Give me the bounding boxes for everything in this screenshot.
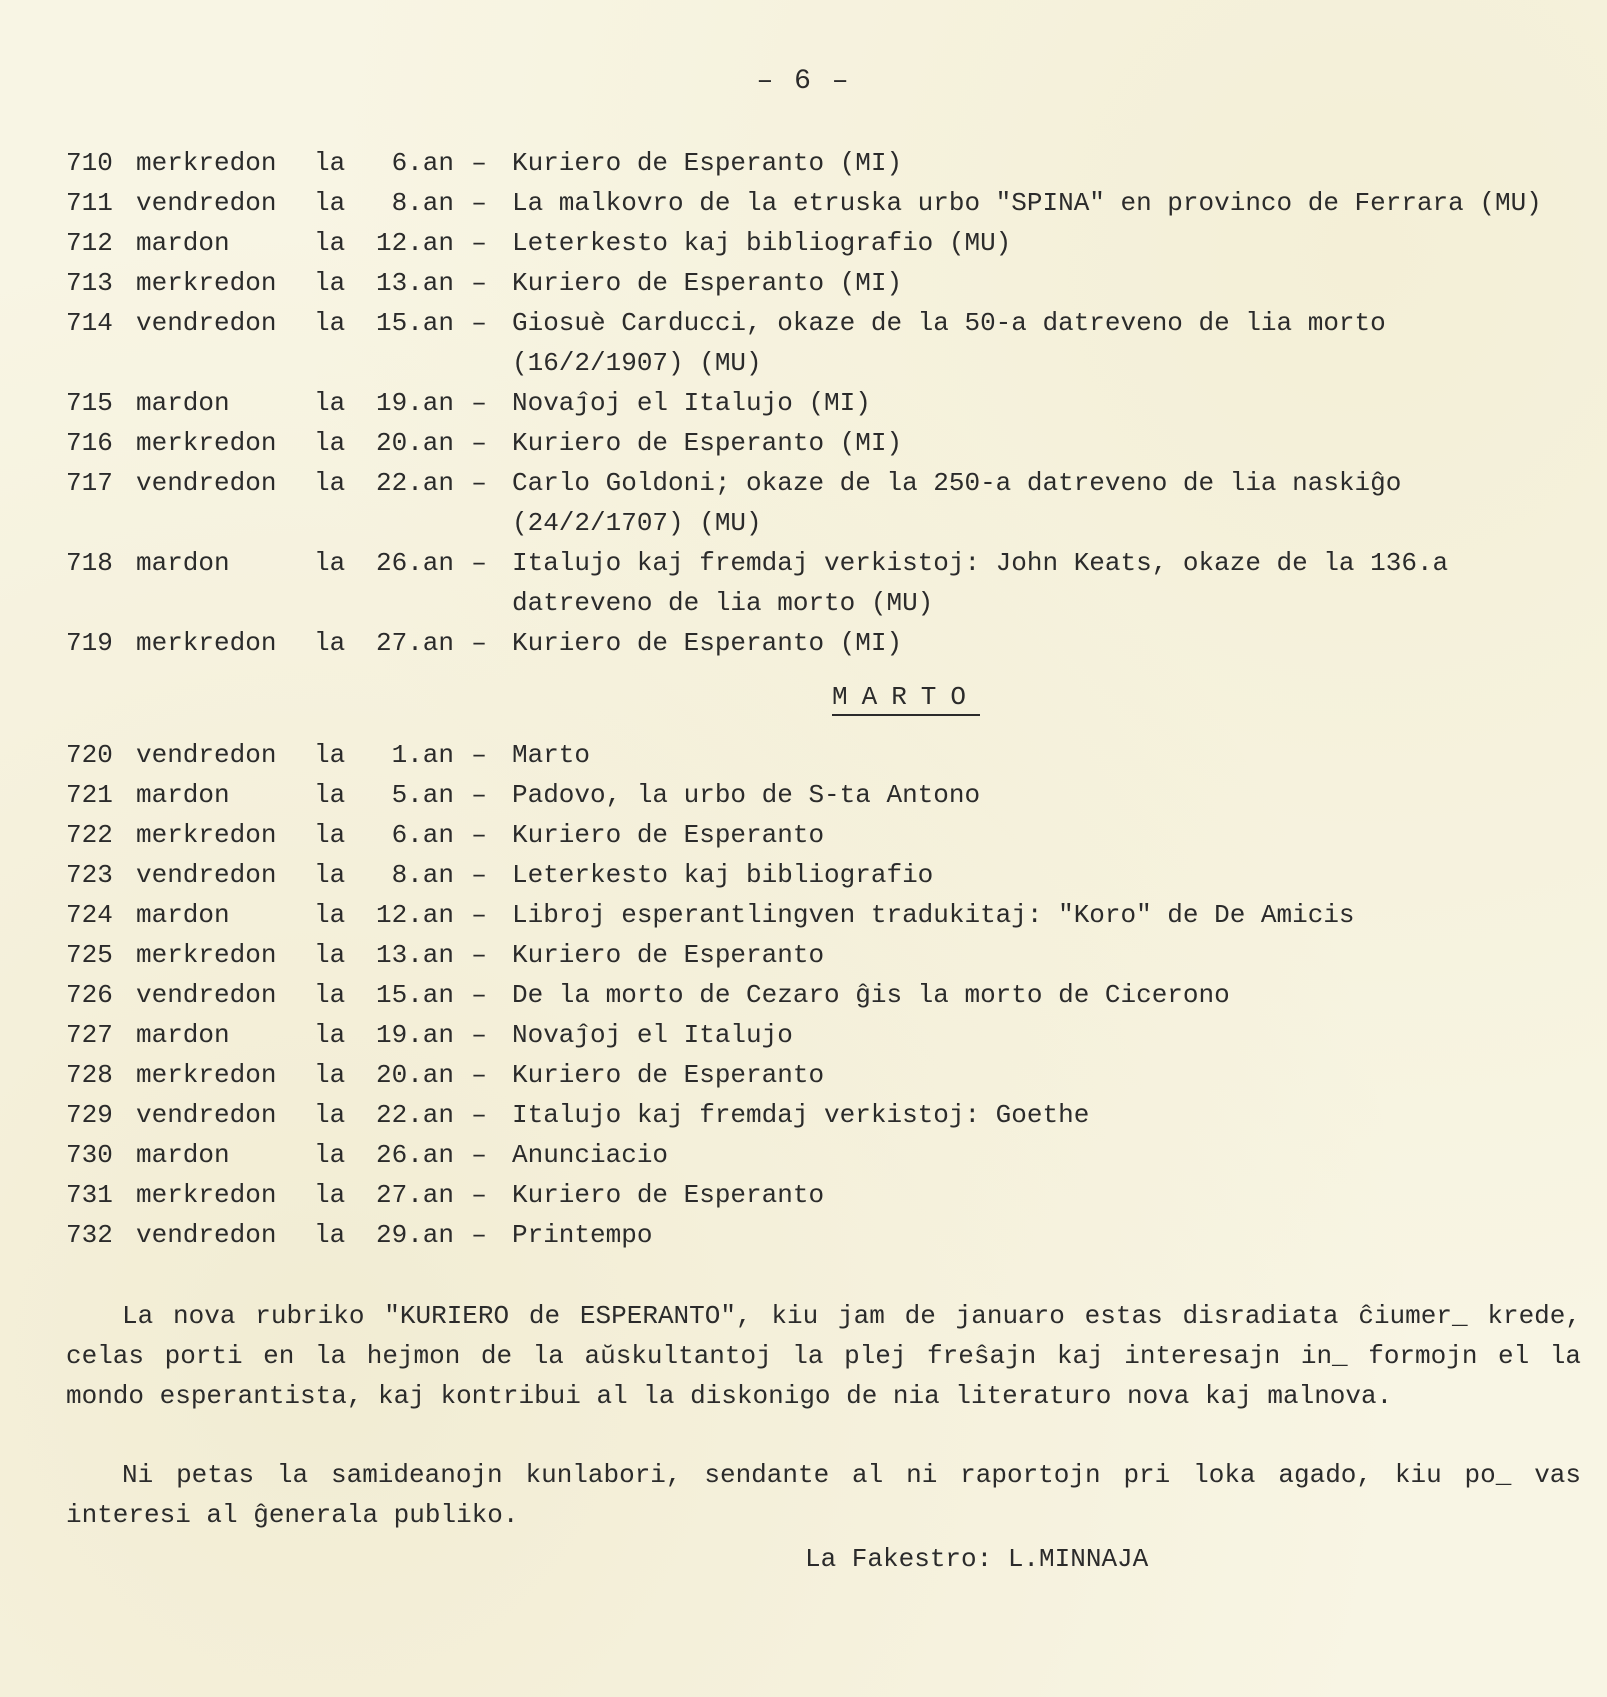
entry-dash: – xyxy=(471,388,487,418)
entry-num: 724 xyxy=(66,900,113,930)
entry-num: 720 xyxy=(66,740,113,770)
page-number: – 6 – xyxy=(756,66,851,97)
march-entries xyxy=(66,735,1566,1255)
paragraph-request: Ni petas la samideanojn kunlabori, sendante al ni raportojn pri loka agado, kiu po_ vas interesi al ĝenerala publiko. xyxy=(66,1460,1581,1530)
entry-date: 6.an xyxy=(391,820,454,850)
program-list xyxy=(66,143,1566,1255)
entry-topic: Anunciacio xyxy=(512,1140,669,1170)
entry-num: 723 xyxy=(66,860,113,890)
entry-la: la xyxy=(314,900,346,930)
entry-num: 711 xyxy=(66,188,113,218)
entry-num: 725 xyxy=(66,940,113,970)
entry-num: 718 xyxy=(66,548,113,578)
entry-date: 5.an xyxy=(391,780,454,810)
program-entry xyxy=(66,735,1566,775)
entry-dash: – xyxy=(471,468,487,498)
program-entry xyxy=(66,1175,1566,1215)
entry-num: 710 xyxy=(66,148,113,178)
entry-topic: Marto xyxy=(512,740,591,770)
program-entry xyxy=(66,303,1566,383)
entry-num: 713 xyxy=(66,268,113,298)
entry-date: 26.an xyxy=(375,548,454,578)
entry-dash: – xyxy=(471,1220,487,1250)
entry-dash: – xyxy=(471,628,487,658)
entry-topic: Italujo kaj fremdaj verkistoj: Goethe xyxy=(512,1100,1090,1130)
entry-la: la xyxy=(314,980,346,1010)
entry-la: la xyxy=(314,428,346,458)
entry-day: vendredon xyxy=(136,1100,277,1130)
entry-day: mardon xyxy=(136,1020,230,1050)
entry-dash: – xyxy=(471,900,487,930)
entry-day: merkredon xyxy=(136,628,277,658)
entry-topic: Kuriero de Esperanto (MI) xyxy=(512,628,903,658)
program-entry xyxy=(66,1015,1566,1055)
program-entry xyxy=(66,543,1566,623)
entry-topic: Leterkesto kaj bibliografio (MU) xyxy=(512,228,1012,258)
entry-la: la xyxy=(314,1180,346,1210)
program-entry xyxy=(66,895,1566,935)
entry-num: 732 xyxy=(66,1220,113,1250)
entry-topic: Kuriero de Esperanto xyxy=(512,940,825,970)
entry-la: la xyxy=(314,740,346,770)
entry-la: la xyxy=(314,308,346,338)
entry-topic: Libroj esperantlingven tradukitaj: "Koro" de De Amicis xyxy=(512,900,1355,930)
signature: La Fakestro: L.MINNAJA xyxy=(805,1544,1149,1574)
entry-topic: Kuriero de Esperanto (MI) xyxy=(512,148,903,178)
entry-la: la xyxy=(314,268,346,298)
entry-dash: – xyxy=(471,860,487,890)
entry-date: 12.an xyxy=(375,228,454,258)
entry-la: la xyxy=(314,780,346,810)
entry-day: vendredon xyxy=(136,188,277,218)
entry-date: 15.an xyxy=(375,980,454,1010)
entry-topic: Italujo kaj fremdaj verkistoj: John Keats, okaze de la 136.a datreveno de lia morto (MU) xyxy=(512,548,1449,618)
entry-day: merkredon xyxy=(136,268,277,298)
entry-day: merkredon xyxy=(136,1180,277,1210)
entry-dash: – xyxy=(471,1140,487,1170)
entry-topic: Kuriero de Esperanto xyxy=(512,820,825,850)
program-entry xyxy=(66,1215,1566,1255)
program-entry xyxy=(66,423,1566,463)
entry-topic: Giosuè Carducci, okaze de la 50-a datreveno de lia morto (16/2/1907) (MU) xyxy=(512,308,1386,378)
entry-la: la xyxy=(314,1220,346,1250)
entry-num: 714 xyxy=(66,308,113,338)
entry-la: la xyxy=(314,1140,346,1170)
program-entry xyxy=(66,935,1566,975)
entry-dash: – xyxy=(471,940,487,970)
entry-la: la xyxy=(314,628,346,658)
entry-la: la xyxy=(314,228,346,258)
entry-la: la xyxy=(314,548,346,578)
program-entry xyxy=(66,623,1566,663)
entry-dash: – xyxy=(471,268,487,298)
entry-la: la xyxy=(314,1060,346,1090)
entry-day: mardon xyxy=(136,900,230,930)
program-entry xyxy=(66,463,1566,543)
entry-day: merkredon xyxy=(136,820,277,850)
entry-num: 729 xyxy=(66,1100,113,1130)
entry-date: 12.an xyxy=(375,900,454,930)
entry-date: 1.an xyxy=(391,740,454,770)
program-entry xyxy=(66,1095,1566,1135)
february-entries xyxy=(66,143,1566,663)
entry-day: vendredon xyxy=(136,740,277,770)
entry-topic: Kuriero de Esperanto xyxy=(512,1060,825,1090)
entry-num: 726 xyxy=(66,980,113,1010)
entry-day: mardon xyxy=(136,780,230,810)
entry-day: mardon xyxy=(136,228,230,258)
entry-dash: – xyxy=(471,188,487,218)
entry-date: 8.an xyxy=(391,188,454,218)
entry-date: 27.an xyxy=(375,628,454,658)
entry-topic: Kuriero de Esperanto (MI) xyxy=(512,268,903,298)
entry-day: merkredon xyxy=(136,940,277,970)
entry-dash: – xyxy=(471,548,487,578)
entry-topic: Printempo xyxy=(512,1220,653,1250)
entry-date: 20.an xyxy=(375,1060,454,1090)
program-entry xyxy=(66,223,1566,263)
entry-topic: La malkovro de la etruska urbo "SPINA" en provinco de Ferrara (MU) xyxy=(512,188,1542,218)
entry-day: vendredon xyxy=(136,1220,277,1250)
paragraph-kuriero: La nova rubriko "KURIERO de ESPERANTO", kiu jam de januaro estas disradiata ĉiumer_ krede, celas porti en la hejmon de la aŭskultantoj la plej freŝajn kaj interesajn in_ formojn el la mondo esperantista, kaj kontribui al la diskonigo de nia literaturo nova kaj malnova. xyxy=(66,1301,1581,1411)
entry-day: mardon xyxy=(136,388,230,418)
program-entry xyxy=(66,263,1566,303)
entry-num: 712 xyxy=(66,228,113,258)
entry-date: 22.an xyxy=(375,468,454,498)
entry-num: 716 xyxy=(66,428,113,458)
entry-date: 15.an xyxy=(375,308,454,338)
entry-num: 730 xyxy=(66,1140,113,1170)
entry-num: 727 xyxy=(66,1020,113,1050)
entry-la: la xyxy=(314,1100,346,1130)
entry-topic: Leterkesto kaj bibliografio xyxy=(512,860,934,890)
entry-dash: – xyxy=(471,740,487,770)
entry-day: merkredon xyxy=(136,148,277,178)
entry-dash: – xyxy=(471,308,487,338)
entry-day: vendredon xyxy=(136,860,277,890)
entry-la: la xyxy=(314,388,346,418)
entry-date: 26.an xyxy=(375,1140,454,1170)
entry-la: la xyxy=(314,188,346,218)
entry-date: 19.an xyxy=(375,1020,454,1050)
program-entry xyxy=(66,143,1566,183)
entry-dash: – xyxy=(471,780,487,810)
program-entry xyxy=(66,1055,1566,1095)
section-heading-text: MARTO xyxy=(832,682,980,716)
entry-date: 13.an xyxy=(375,940,454,970)
entry-date: 13.an xyxy=(375,268,454,298)
entry-dash: – xyxy=(471,820,487,850)
entry-topic: Kuriero de Esperanto xyxy=(512,1180,825,1210)
program-entry xyxy=(66,975,1566,1015)
section-heading xyxy=(246,677,1566,717)
program-entry xyxy=(66,1135,1566,1175)
entry-day: mardon xyxy=(136,548,230,578)
entry-day: merkredon xyxy=(136,1060,277,1090)
entry-date: 19.an xyxy=(375,388,454,418)
entry-dash: – xyxy=(471,980,487,1010)
entry-dash: – xyxy=(471,228,487,258)
program-entry xyxy=(66,383,1566,423)
entry-la: la xyxy=(314,860,346,890)
entry-dash: – xyxy=(471,1180,487,1210)
entry-la: la xyxy=(314,940,346,970)
entry-day: vendredon xyxy=(136,980,277,1010)
entry-date: 6.an xyxy=(391,148,454,178)
entry-num: 715 xyxy=(66,388,113,418)
entry-date: 8.an xyxy=(391,860,454,890)
entry-day: mardon xyxy=(136,1140,230,1170)
entry-num: 719 xyxy=(66,628,113,658)
entry-num: 731 xyxy=(66,1180,113,1210)
entry-dash: – xyxy=(471,148,487,178)
program-entry xyxy=(66,775,1566,815)
entry-date: 20.an xyxy=(375,428,454,458)
entry-day: merkredon xyxy=(136,428,277,458)
entry-la: la xyxy=(314,148,346,178)
entry-dash: – xyxy=(471,428,487,458)
entry-day: vendredon xyxy=(136,308,277,338)
program-entry xyxy=(66,855,1566,895)
entry-topic: De la morto de Cezaro ĝis la morto de Cicerono xyxy=(512,980,1230,1010)
program-entry xyxy=(66,183,1566,223)
entry-num: 721 xyxy=(66,780,113,810)
entry-num: 722 xyxy=(66,820,113,850)
entry-date: 29.an xyxy=(375,1220,454,1250)
entry-date: 22.an xyxy=(375,1100,454,1130)
program-entry xyxy=(66,815,1566,855)
entry-topic: Carlo Goldoni; okaze de la 250-a datreveno de lia naskiĝo (24/2/1707) (MU) xyxy=(512,468,1402,538)
entry-topic: Novaĵoj el Italujo (MI) xyxy=(512,388,871,418)
entry-topic: Novaĵoj el Italujo xyxy=(512,1020,793,1050)
entry-num: 728 xyxy=(66,1060,113,1090)
entry-topic: Padovo, la urbo de S-ta Antono xyxy=(512,780,981,810)
entry-topic: Kuriero de Esperanto (MI) xyxy=(512,428,903,458)
entry-la: la xyxy=(314,468,346,498)
entry-day: vendredon xyxy=(136,468,277,498)
entry-num: 717 xyxy=(66,468,113,498)
entry-la: la xyxy=(314,1020,346,1050)
entry-dash: – xyxy=(471,1100,487,1130)
entry-dash: – xyxy=(471,1060,487,1090)
entry-date: 27.an xyxy=(375,1180,454,1210)
entry-dash: – xyxy=(471,1020,487,1050)
entry-la: la xyxy=(314,820,346,850)
